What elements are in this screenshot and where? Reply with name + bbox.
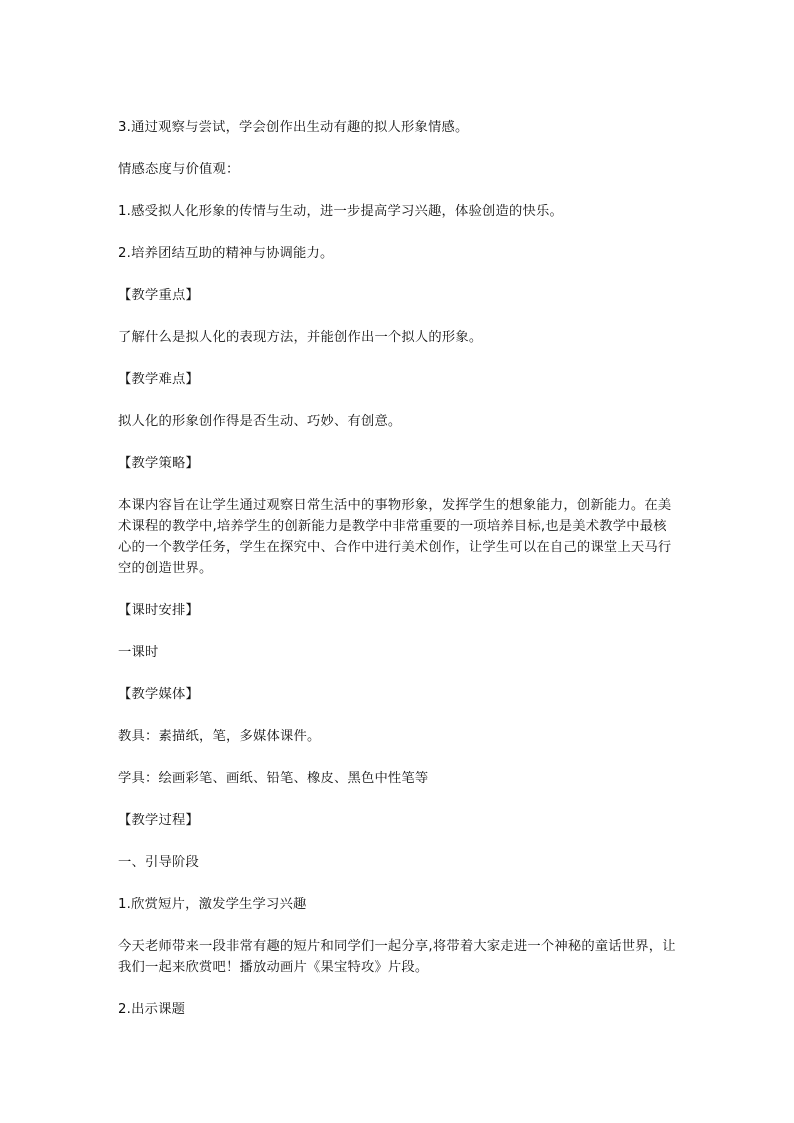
key-points-text: 了解什么是拟人化的表现方法，并能创作出一个拟人的形象。: [118, 330, 483, 345]
process-heading: 【教学过程】: [118, 813, 199, 828]
objective-3: 3.通过观察与尝试，学会创作出生动有趣的拟人形象情感。: [118, 120, 469, 135]
media-heading: 【教学媒体】: [118, 687, 199, 702]
learning-tools-text: 学具：绘画彩笔、画纸、铅笔、橡皮、黑色中性笔等: [118, 771, 429, 786]
attitude-item-1: 1.感受拟人化形象的传情与生动，进一步提高学习兴趣，体验创造的快乐。: [118, 204, 563, 219]
attitude-item-2: 2.培养团结互助的精神与协调能力。: [118, 246, 334, 261]
strategy-heading: 【教学策略】: [118, 456, 199, 471]
stage-one-heading: 一、引导阶段: [118, 855, 199, 870]
document-page: [118, 117, 678, 1020]
schedule-heading: 【课时安排】: [118, 603, 199, 618]
difficulties-heading: 【教学难点】: [118, 372, 199, 387]
step-1-text: 今天老师带来一段非常有趣的短片和同学们一起分享,将带着大家走进一个神秘的童话世界，让我们一起来欣赏吧！播放动画片《果宝特攻》片段。: [118, 939, 676, 975]
difficulties-text: 拟人化的形象创作得是否生动、巧妙、有创意。: [118, 414, 402, 429]
teaching-tools-text: 教具：素描纸，笔，多媒体课件。: [118, 729, 321, 744]
strategy-text: 本课内容旨在让学生通过观察日常生活中的事物形象，发挥学生的想象能力，创新能力。在美术课程的教学中,培养学生的创新能力是教学中非常重要的一项培养目标,也是美术教学中最核心的一个教学任务，学生在探究中、合作中进行美术创作，让学生可以在自己的课堂上天马行空的创造世界。: [118, 498, 672, 576]
step-2-heading: 2.出示课题: [118, 1002, 186, 1017]
attitude-values-heading: 情感态度与价值观：: [118, 162, 240, 177]
step-1-heading: 1.欣赏短片，激发学生学习兴趣: [118, 897, 307, 912]
schedule-text: 一课时: [118, 645, 159, 660]
key-points-heading: 【教学重点】: [118, 288, 199, 303]
